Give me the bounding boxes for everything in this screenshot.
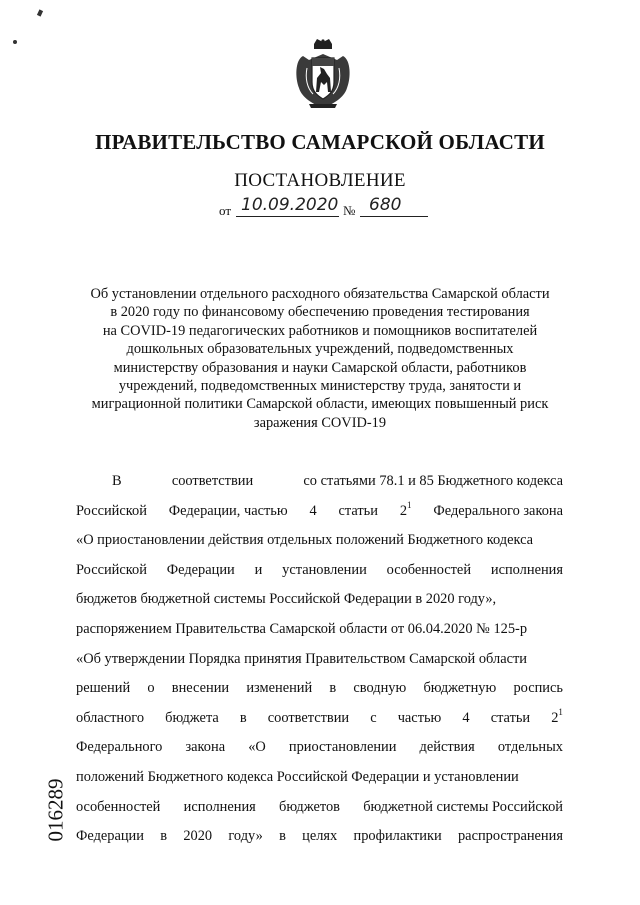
- date-number-line: [219, 196, 439, 222]
- body-word: частью: [397, 709, 442, 726]
- body-word: Российской: [76, 502, 147, 519]
- body-word: исполнения: [183, 798, 256, 815]
- body-word: исполнения: [490, 561, 563, 578]
- body-line: [76, 562, 563, 592]
- body-word: закона: [185, 739, 226, 756]
- body-line: [76, 532, 563, 562]
- subject-line: на COVID-19 педагогических работников и помощников воспитателей: [102, 322, 538, 339]
- body-word: установлении: [282, 561, 367, 578]
- date-underline: [236, 216, 339, 217]
- body-word: роспись: [513, 680, 563, 697]
- subject-line: в 2020 году по финансовому обеспечению проведения тестирования: [110, 304, 530, 321]
- date-prefix: от: [219, 203, 232, 218]
- body-word: соответствии: [267, 709, 350, 726]
- body-word: распространения: [457, 828, 563, 845]
- body-word: $2^1$: [399, 499, 412, 519]
- body-word: в: [329, 680, 337, 697]
- body-word: Федерального закона: [433, 502, 563, 519]
- margin-registration-number: [44, 760, 68, 860]
- document-type: ПОСТАНОВЛЕНИЕ: [234, 170, 406, 191]
- body-line: [76, 706, 563, 740]
- body-word: статьи: [490, 709, 531, 726]
- body-word: статьи: [338, 502, 378, 519]
- body-word: «О: [248, 739, 266, 756]
- body-word: бюджетов бюджетной системы Российской Федерации в 2020 году»,: [76, 591, 497, 608]
- subject-line: министерству образования и науки Самарской области, работников: [113, 359, 527, 376]
- body-word: бюджета: [165, 709, 219, 726]
- body-word: в: [279, 828, 286, 845]
- body-line: [76, 621, 563, 651]
- body-word: действия: [419, 739, 475, 756]
- body-word: приостановлении: [288, 739, 397, 756]
- number-value: 680: [369, 195, 402, 215]
- body-word: внесении: [171, 680, 230, 697]
- body-line: [76, 769, 563, 799]
- body-line: [76, 828, 563, 858]
- body-word: соответствии: [171, 473, 254, 489]
- body-word: 4: [462, 709, 470, 726]
- body-word: «О приостановлении действия отдельных положений Бюджетного кодекса: [76, 532, 534, 549]
- body-word: $2^1$: [551, 706, 563, 726]
- body-word: Федерации: [166, 561, 235, 578]
- body-word: с: [370, 709, 377, 726]
- body-word: в: [239, 709, 247, 726]
- body-word: распоряжением Правительства Самарской области от 06.04.2020 № 125-р: [76, 620, 528, 637]
- body-word: и: [254, 561, 263, 578]
- body-word: областного: [76, 709, 145, 726]
- body-line: [76, 739, 563, 769]
- document-subject: [70, 285, 570, 432]
- body-line: [76, 799, 563, 829]
- body-word: бюджетную: [423, 680, 497, 697]
- body-word: целях: [302, 828, 338, 845]
- body-word: о: [147, 680, 155, 697]
- organization-title: ПРАВИТЕЛЬСТВО САМАРСКОЙ ОБЛАСТИ: [95, 130, 545, 154]
- body-word: решений: [76, 680, 131, 697]
- subject-line: учреждений, подведомственных министерству труда, занятости и: [118, 378, 522, 395]
- scan-mark: [13, 40, 17, 44]
- body-word: бюджетов: [279, 798, 340, 815]
- subject-line: заражения COVID-19: [253, 414, 387, 431]
- body-word: В: [112, 473, 122, 489]
- body-line: [76, 473, 563, 503]
- body-line: [76, 651, 563, 681]
- number-prefix: №: [343, 203, 356, 218]
- body-line: [76, 499, 563, 533]
- body-text: [76, 473, 563, 858]
- body-word: положений Бюджетного кодекса Российской Федерации и установлении: [76, 768, 519, 785]
- body-word: бюджетной системы Российской: [363, 798, 563, 815]
- subject-line: миграционной политики Самарской области, имеющих повышенный риск: [91, 396, 549, 413]
- subject-line: Об установлении отдельного расходного обязательства Самарской области: [90, 286, 550, 302]
- body-word: «Об утверждении Порядка принятия Правительством Самарской области: [76, 650, 527, 667]
- body-word: Федерального: [76, 739, 163, 756]
- body-word: Федерации: [76, 828, 144, 845]
- number-underline: [360, 216, 428, 217]
- coat-of-arms-icon: [293, 38, 353, 110]
- body-word: профилактики: [353, 828, 442, 845]
- body-word: особенностей: [386, 561, 472, 578]
- body-word: изменений: [246, 680, 313, 697]
- body-word: особенностей: [76, 798, 161, 815]
- body-word: Федерации, частью: [168, 502, 288, 519]
- body-word: 2020: [183, 828, 213, 845]
- date-value: 10.09.2020: [241, 195, 339, 215]
- body-word: году»: [228, 828, 263, 845]
- body-word: 4: [309, 502, 317, 519]
- body-line: [76, 591, 563, 621]
- body-word: отдельных: [497, 739, 563, 756]
- registration-number-text: 016289: [43, 778, 68, 842]
- body-word: Российской: [76, 561, 147, 578]
- body-word: сводную: [353, 680, 407, 697]
- scan-mark: [37, 9, 43, 16]
- body-line: [76, 680, 563, 710]
- body-word: в: [160, 828, 168, 845]
- subject-line: дошкольных образовательных учреждений, подведомственных: [126, 341, 514, 358]
- body-word: со статьями 78.1 и 85 Бюджетного кодекса: [303, 473, 563, 489]
